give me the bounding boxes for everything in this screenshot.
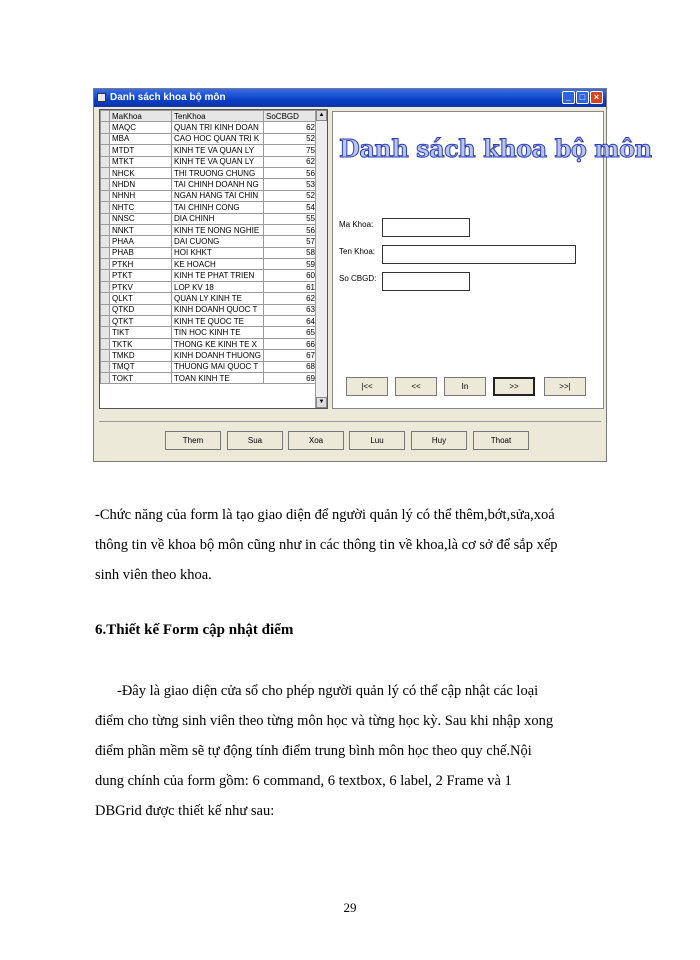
table-row[interactable]	[101, 259, 318, 270]
table-cell[interactable]: 56	[264, 224, 318, 235]
table-cell[interactable]: 55	[264, 213, 318, 224]
xoa-button[interactable]: Xoa	[288, 431, 344, 450]
page-number: 29	[343, 900, 357, 915]
table-cell[interactable]: QLKT	[110, 293, 172, 304]
table-row[interactable]	[101, 327, 318, 338]
row-selector[interactable]	[101, 304, 110, 315]
command-bar	[99, 421, 601, 458]
row-selector[interactable]	[101, 133, 110, 144]
row-selector[interactable]	[101, 156, 110, 167]
table-cell[interactable]: 65	[264, 327, 318, 338]
table-cell[interactable]: PHAB	[110, 247, 172, 258]
table-cell[interactable]: NNSC	[110, 213, 172, 224]
row-selector[interactable]	[101, 281, 110, 292]
row-selector[interactable]	[101, 247, 110, 258]
print-button[interactable]: In	[444, 377, 486, 396]
table-cell[interactable]: 68	[264, 361, 318, 372]
row-selector[interactable]	[101, 179, 110, 190]
table-cell[interactable]: PTKT	[110, 270, 172, 281]
table-cell[interactable]: KINH DOANH QUOC T	[172, 304, 264, 315]
table-cell[interactable]: MTKT	[110, 156, 172, 167]
row-selector[interactable]	[101, 224, 110, 235]
table-cell[interactable]: PTKH	[110, 259, 172, 270]
table-cell[interactable]: KINH TE VA QUAN LY	[172, 145, 264, 156]
table-cell[interactable]: LOP KV 18	[172, 281, 264, 292]
table-cell[interactable]: 62	[264, 293, 318, 304]
table-row[interactable]	[101, 213, 318, 224]
table-cell[interactable]: TIKT	[110, 327, 172, 338]
table-cell[interactable]: NGAN HANG TAI CHIN	[172, 190, 264, 201]
row-selector[interactable]	[101, 190, 110, 201]
grid-table	[100, 110, 318, 384]
row-selector[interactable]	[101, 316, 110, 327]
table-cell[interactable]: NHCK	[110, 167, 172, 178]
so-cbgd-label: So CBGD:	[339, 274, 377, 283]
section-heading: 6.Thiết kế Form cập nhật điểm	[95, 622, 294, 638]
thoat-button[interactable]: Thoat	[473, 431, 529, 450]
scroll-down-icon[interactable]: ▼	[316, 397, 327, 408]
table-cell[interactable]: KINH TE NONG NGHIE	[172, 224, 264, 235]
row-selector[interactable]	[101, 236, 110, 247]
table-cell[interactable]: THONG KE KINH TE X	[172, 338, 264, 349]
table-cell[interactable]: 75	[264, 145, 318, 156]
table-cell[interactable]: 64	[264, 316, 318, 327]
table-row[interactable]	[101, 156, 318, 167]
table-cell[interactable]: NHDN	[110, 179, 172, 190]
first-record-button[interactable]: |<<	[346, 377, 388, 396]
table-cell[interactable]: 66	[264, 338, 318, 349]
table-row[interactable]	[101, 167, 318, 178]
row-selector[interactable]	[101, 361, 110, 372]
table-cell[interactable]: HOI KHKT	[172, 247, 264, 258]
table-cell[interactable]: NNKT	[110, 224, 172, 235]
table-row[interactable]	[101, 247, 318, 258]
table-cell[interactable]: 57	[264, 236, 318, 247]
table-row[interactable]	[101, 372, 318, 383]
ten-khoa-label: Ten Khoa:	[339, 247, 376, 256]
row-selector[interactable]	[101, 293, 110, 304]
table-cell[interactable]: 60	[264, 270, 318, 281]
table-cell[interactable]: 59	[264, 259, 318, 270]
them-button[interactable]: Them	[165, 431, 221, 450]
text-line: thông tin về khoa bộ môn cũng như in các thông tin về khoa,là cơ sở để sắp xếp	[95, 537, 558, 553]
table-cell[interactable]: TAI CHINH CONG	[172, 202, 264, 213]
table-row[interactable]	[101, 361, 318, 372]
text-line: dung chính của form gồm: 6 command, 6 textbox, 6 label, 2 Frame và 1	[95, 773, 512, 789]
table-cell[interactable]: 56	[264, 167, 318, 178]
next-record-button[interactable]: >>	[493, 377, 535, 396]
sua-button[interactable]: Sua	[227, 431, 283, 450]
row-selector[interactable]	[101, 372, 110, 383]
row-selector[interactable]	[101, 122, 110, 133]
table-cell[interactable]: DIA CHINH	[172, 213, 264, 224]
table-cell[interactable]: TMQT	[110, 361, 172, 372]
row-selector[interactable]	[101, 167, 110, 178]
table-row[interactable]	[101, 179, 318, 190]
row-selector-header	[101, 111, 110, 122]
minimize-icon[interactable]: _	[562, 91, 575, 104]
luu-button[interactable]: Luu	[349, 431, 405, 450]
table-cell[interactable]: 61	[264, 281, 318, 292]
table-cell[interactable]: TIN HOC KINH TE	[172, 327, 264, 338]
table-cell[interactable]: KE HOACH	[172, 259, 264, 270]
table-cell[interactable]: TKTK	[110, 338, 172, 349]
row-selector[interactable]	[101, 259, 110, 270]
table-cell[interactable]: 58	[264, 247, 318, 258]
table-cell[interactable]: QUAN TRI KINH DOAN	[172, 122, 264, 133]
table-cell[interactable]: 67	[264, 350, 318, 361]
table-cell[interactable]: KINH TE VA QUAN LY	[172, 156, 264, 167]
table-cell[interactable]: NHTC	[110, 202, 172, 213]
row-selector[interactable]	[101, 213, 110, 224]
text-line: -Đây là giao diện cửa sổ cho phép người quản lý có thể cập nhật các loại	[117, 683, 539, 699]
text-line: DBGrid được thiết kế như sau:	[95, 803, 275, 819]
table-row[interactable]	[101, 270, 318, 281]
table-cell[interactable]: TAI CHINH DOANH NG	[172, 179, 264, 190]
form-titlebar	[94, 89, 606, 107]
table-cell[interactable]: 52	[264, 133, 318, 144]
table-cell[interactable]: 62	[264, 122, 318, 133]
huy-button[interactable]: Huy	[411, 431, 467, 450]
table-cell[interactable]: KINH TE PHAT TRIEN	[172, 270, 264, 281]
table-cell[interactable]: 62	[264, 156, 318, 167]
table-cell[interactable]: KINH TE QUOC TE	[172, 316, 264, 327]
table-cell[interactable]: THUONG MAI QUOC T	[172, 361, 264, 372]
table-cell[interactable]: QTKT	[110, 316, 172, 327]
row-selector[interactable]	[101, 327, 110, 338]
ten-khoa-input[interactable]	[382, 245, 576, 264]
table-cell[interactable]: THI TRUONG CHUNG	[172, 167, 264, 178]
so-cbgd-input[interactable]	[382, 272, 470, 291]
detail-panel	[332, 111, 652, 409]
table-cell[interactable]: DAI CUONG	[172, 236, 264, 247]
grid-scrollbar[interactable]	[315, 110, 327, 408]
row-selector[interactable]	[101, 270, 110, 281]
table-cell[interactable]: TOKT	[110, 372, 172, 383]
table-cell[interactable]: 69	[264, 372, 318, 383]
table-cell[interactable]: 53	[264, 179, 318, 190]
grid-header[interactable]: SoCBGD	[264, 111, 318, 122]
table-cell[interactable]: QTKD	[110, 304, 172, 315]
row-selector[interactable]	[101, 202, 110, 213]
table-cell[interactable]: MBA	[110, 133, 172, 144]
table-cell[interactable]: 54	[264, 202, 318, 213]
table-row[interactable]	[101, 293, 318, 304]
table-row[interactable]	[101, 281, 318, 292]
table-cell[interactable]: NHNH	[110, 190, 172, 201]
table-cell[interactable]: MTDT	[110, 145, 172, 156]
text-line: điểm cho từng sinh viên theo từng môn học và từng học kỳ. Sau khi nhập xong	[95, 713, 554, 729]
table-row[interactable]	[101, 224, 318, 235]
form-heading: Danh sách khoa bộ môn	[339, 134, 652, 163]
row-selector[interactable]	[101, 350, 110, 361]
table-row[interactable]	[101, 236, 318, 247]
table-cell[interactable]: CAO HOC QUAN TRI K	[172, 133, 264, 144]
table-row[interactable]	[101, 316, 318, 327]
table-row[interactable]	[101, 122, 318, 133]
maximize-icon[interactable]: □	[576, 91, 589, 104]
table-cell[interactable]: KINH DOANH THUONG	[172, 350, 264, 361]
table-cell[interactable]: TMKD	[110, 350, 172, 361]
table-row[interactable]	[101, 338, 318, 349]
text-line: điểm phần mềm sẽ tự động tính điểm trung bình môn học theo quy chế.Nội	[95, 743, 532, 759]
table-row[interactable]	[101, 145, 318, 156]
ma-khoa-input[interactable]	[382, 218, 470, 237]
form-title: Danh sách khoa bộ môn	[110, 92, 226, 103]
last-record-button[interactable]: >>|	[544, 377, 586, 396]
table-cell[interactable]: QUAN LY KINH TE	[172, 293, 264, 304]
scroll-up-icon[interactable]: ▲	[316, 110, 327, 121]
table-row[interactable]	[101, 202, 318, 213]
text-line: -Chức năng của form là tạo giao diện để người quản lý có thể thêm,bớt,sửa,xoá	[95, 507, 555, 523]
table-row[interactable]	[101, 190, 318, 201]
table-cell[interactable]: 63	[264, 304, 318, 315]
table-row[interactable]	[101, 350, 318, 361]
app-icon	[97, 93, 106, 102]
form-window	[93, 88, 652, 462]
table-cell[interactable]: 52	[264, 190, 318, 201]
row-selector[interactable]	[101, 145, 110, 156]
ma-khoa-label: Ma Khoa:	[339, 220, 374, 229]
table-cell[interactable]: PTKV	[110, 281, 172, 292]
table-cell[interactable]: PHAA	[110, 236, 172, 247]
row-selector[interactable]	[101, 338, 110, 349]
prev-record-button[interactable]: <<	[395, 377, 437, 396]
grid-header[interactable]: TenKhoa	[172, 111, 264, 122]
table-row[interactable]	[101, 133, 318, 144]
paragraph-score-form	[95, 676, 610, 826]
table-cell[interactable]: TOAN KINH TE	[172, 372, 264, 383]
grid-header[interactable]: MaKhoa	[110, 111, 172, 122]
table-row[interactable]	[101, 304, 318, 315]
text-line: sinh viên theo khoa.	[95, 567, 212, 583]
table-cell[interactable]: MAQC	[110, 122, 172, 133]
dbgrid[interactable]	[99, 109, 328, 409]
paragraph-form-purpose	[95, 500, 610, 590]
close-icon[interactable]: ×	[590, 91, 603, 104]
